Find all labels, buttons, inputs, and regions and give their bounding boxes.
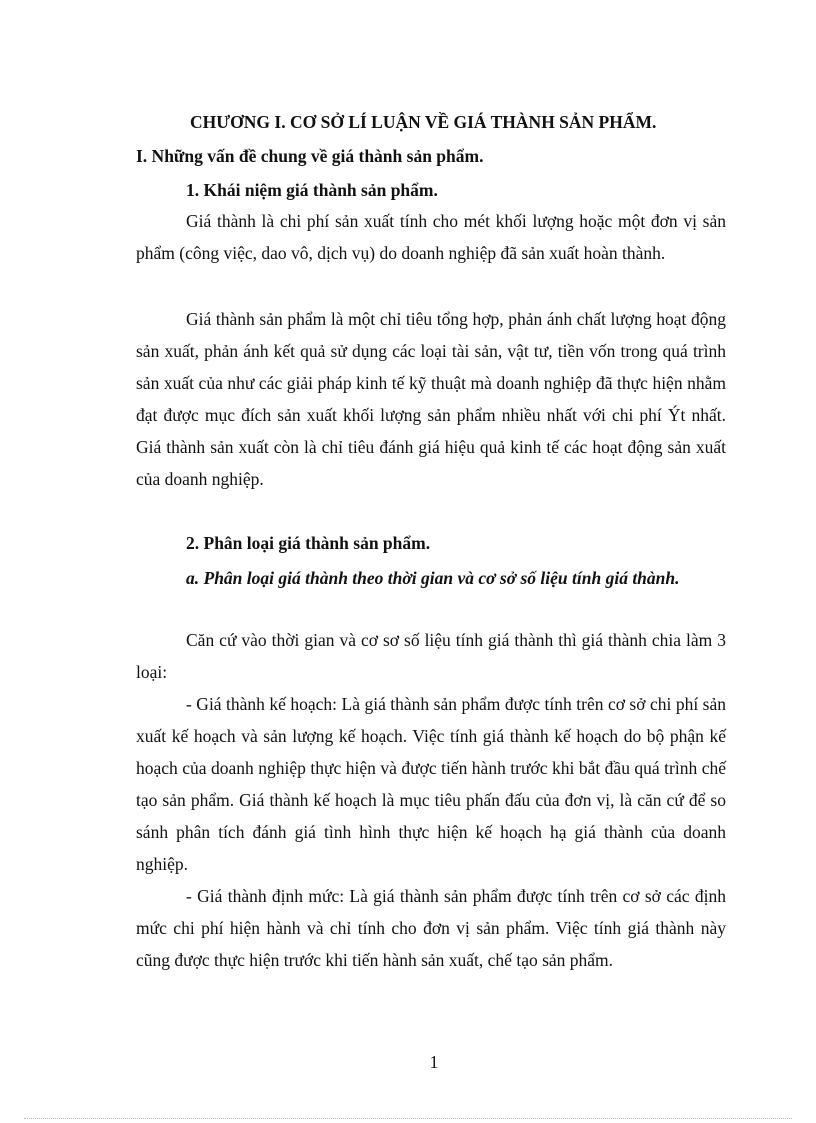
section-heading: I. Những vấn đề chung về giá thành sản phẩm. — [136, 146, 484, 166]
subsection-heading-concept: 1. Khái niệm giá thành sản phẩm. — [186, 180, 438, 200]
subsection-heading-classification: 2. Phân loại giá thành sản phẩm. — [186, 533, 431, 553]
paragraph-three-types: Căn cứ vào thời gian và cơ sơ số liệu tính giá thành thì giá thành chia làm 3 loại: — [136, 630, 726, 682]
subsection-heading-classification-a: a. Phân loại giá thành theo thời gian và cơ sở số liệu tính giá thành. — [186, 568, 680, 588]
paragraph-standard-cost: - Giá thành định mức: Là giá thành sản phẩm được tính trên cơ sở các định mức chi phí hiện hành và chỉ tính cho đơn vị sản phẩm. Việc tính giá thành này cũng được thực hiện trước khi tiến hành sản xuất, chế tạo sản phẩm. — [136, 886, 726, 970]
page-number: 1 — [429, 1052, 439, 1072]
page-bottom-divider — [24, 1118, 792, 1119]
paragraph-significance: Giá thành sản phẩm là một chỉ tiêu tổng hợp, phản ánh chất lượng hoạt động sản xuất, phản ánh kết quả sử dụng các loại tài sản, vật tư, tiền vốn trong quá trình sản xuất của như các giải pháp kinh tế kỹ thuật mà doanh nghiệp đã thực hiện nhằm đạt được mục đích sản xuất khối lượng sản phẩm nhiều nhất với chi phí Ýt nhất. Giá thành sản xuất còn là chỉ tiêu đánh giá hiệu quả kinh tế các hoạt động sản xuất của doanh nghiệp. — [136, 309, 726, 489]
paragraph-definition: Giá thành là chi phí sản xuất tính cho mét khối lượng hoặc một đơn vị sản phẩm (công việc, dao vô, dịch vụ) do doanh nghiệp đã sản xuất hoàn thành. — [136, 211, 726, 263]
chapter-title: CHƯƠNG I. CƠ SỞ LÍ LUẬN VỀ GIÁ THÀNH SẢN PHẨM. — [190, 112, 657, 132]
paragraph-planned-cost: - Giá thành kế hoạch: Là giá thành sản phẩm được tính trên cơ sở chi phí sản xuất kế hoạch và sản lượng kế hoạch. Việc tính giá thành kế hoạch do bộ phận kế hoạch của doanh nghiệp thực hiện và được tiến hành trước khi bắt đầu quá trình chế tạo sản phẩm. Giá thành kế hoạch là mục tiêu phấn đấu của đơn vị, là căn cứ để so sánh phân tích đánh giá tình hình thực hiện kế hoạch hạ giá thành của doanh nghiệp. — [136, 694, 726, 874]
